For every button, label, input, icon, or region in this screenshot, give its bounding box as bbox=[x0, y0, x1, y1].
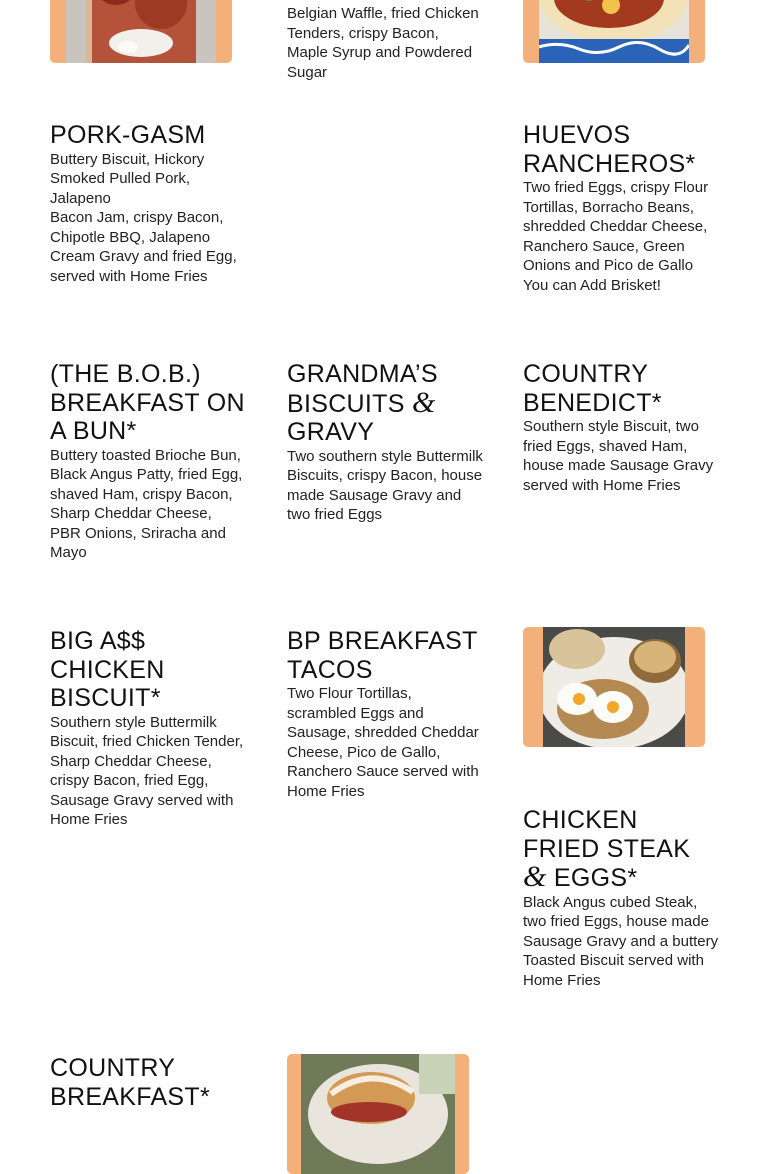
menu-item-country-benedict bbox=[523, 360, 719, 495]
menu-item-pork-gasm bbox=[50, 121, 246, 286]
menu-item-title: CHICKEN FRIED STEAK & EGGS* bbox=[523, 806, 691, 893]
menu-item-breakfast-tacos bbox=[287, 627, 483, 801]
menu-item-title: COUNTRY BENEDICT* bbox=[523, 360, 662, 417]
menu-item-big-chicken-biscuit bbox=[50, 627, 246, 830]
menu-item-title: PORK-GASM bbox=[50, 121, 206, 149]
waffle-photo bbox=[50, 0, 232, 63]
menu-item-description: Two Flour Tortillas, scrambled Eggs and Sausage, shredded Cheddar Cheese, Pico de Gallo, Ranchero Sauce served with Home Fries bbox=[287, 685, 479, 800]
menu-item-country-breakfast bbox=[50, 1054, 246, 1111]
menu-item-description: Two fried Eggs, crispy Flour Tortillas, Borracho Beans, shredded Cheddar Cheese, Ranchero Sauce, Green Onions and Pico de Gallo You can Add Brisket! bbox=[523, 179, 709, 294]
menu-item-grandmas-biscuits bbox=[287, 360, 483, 525]
menu-item-description: Southern style Buttermilk Biscuit, fried Chicken Tender, Sharp Cheddar Cheese, crispy Bacon, fried Egg, Sausage Gravy served with Home Fries bbox=[50, 713, 244, 828]
menu-item-title: BP BREAKFAST TACOS bbox=[287, 627, 478, 684]
menu-item-title: HUEVOS RANCHEROS* bbox=[523, 121, 696, 178]
menu-item-title: GRANDMA’S BISCUITS & GRAVY bbox=[287, 360, 438, 446]
menu-item-description: Southern style Biscuit, two fried Eggs, shaved Ham, house made Sausage Gravy served with Home Fries bbox=[523, 418, 714, 494]
menu-item-description: Buttery Biscuit, Hickory Smoked Pulled Pork, Jalapeno Bacon Jam, crispy Bacon, Chipotle BBQ, Jalapeno Cream Gravy and fried Egg, served with Home Fries bbox=[50, 150, 237, 285]
menu-item-waffle bbox=[287, 4, 483, 82]
menu-item-title: (THE B.O.B.) BREAKFAST ON A BUN* bbox=[50, 360, 245, 445]
sandwich-photo bbox=[287, 1054, 469, 1174]
chicken-fried-steak-photo bbox=[523, 627, 705, 747]
menu-item-description: Buttery toasted Brioche Bun, Black Angus Patty, fried Egg, shaved Ham, crispy Bacon, Sharp Cheddar Cheese, PBR Onions, Sriracha and Mayo bbox=[50, 446, 243, 561]
menu-item-chicken-fried-steak bbox=[523, 806, 719, 990]
menu-item-title: COUNTRY BREAKFAST* bbox=[50, 1054, 210, 1111]
menu-item-description: Black Angus cubed Steak, two fried Eggs, house made Sausage Gravy and a buttery Toasted Biscuit served with Home Fries bbox=[523, 893, 719, 989]
menu-item-bob bbox=[50, 360, 246, 563]
menu-item-huevos-rancheros bbox=[523, 121, 719, 295]
menu-item-description: Two southern style Buttermilk Biscuits, crispy Bacon, house made Sausage Gravy and two fried Eggs bbox=[287, 447, 483, 523]
huevos-photo bbox=[523, 0, 705, 63]
waffle-description: Belgian Waffle, fried Chicken Tenders, crispy Bacon, Maple Syrup and Powdered Sugar bbox=[287, 5, 479, 81]
menu-item-title: BIG A$$ CHICKEN BISCUIT* bbox=[50, 627, 165, 712]
